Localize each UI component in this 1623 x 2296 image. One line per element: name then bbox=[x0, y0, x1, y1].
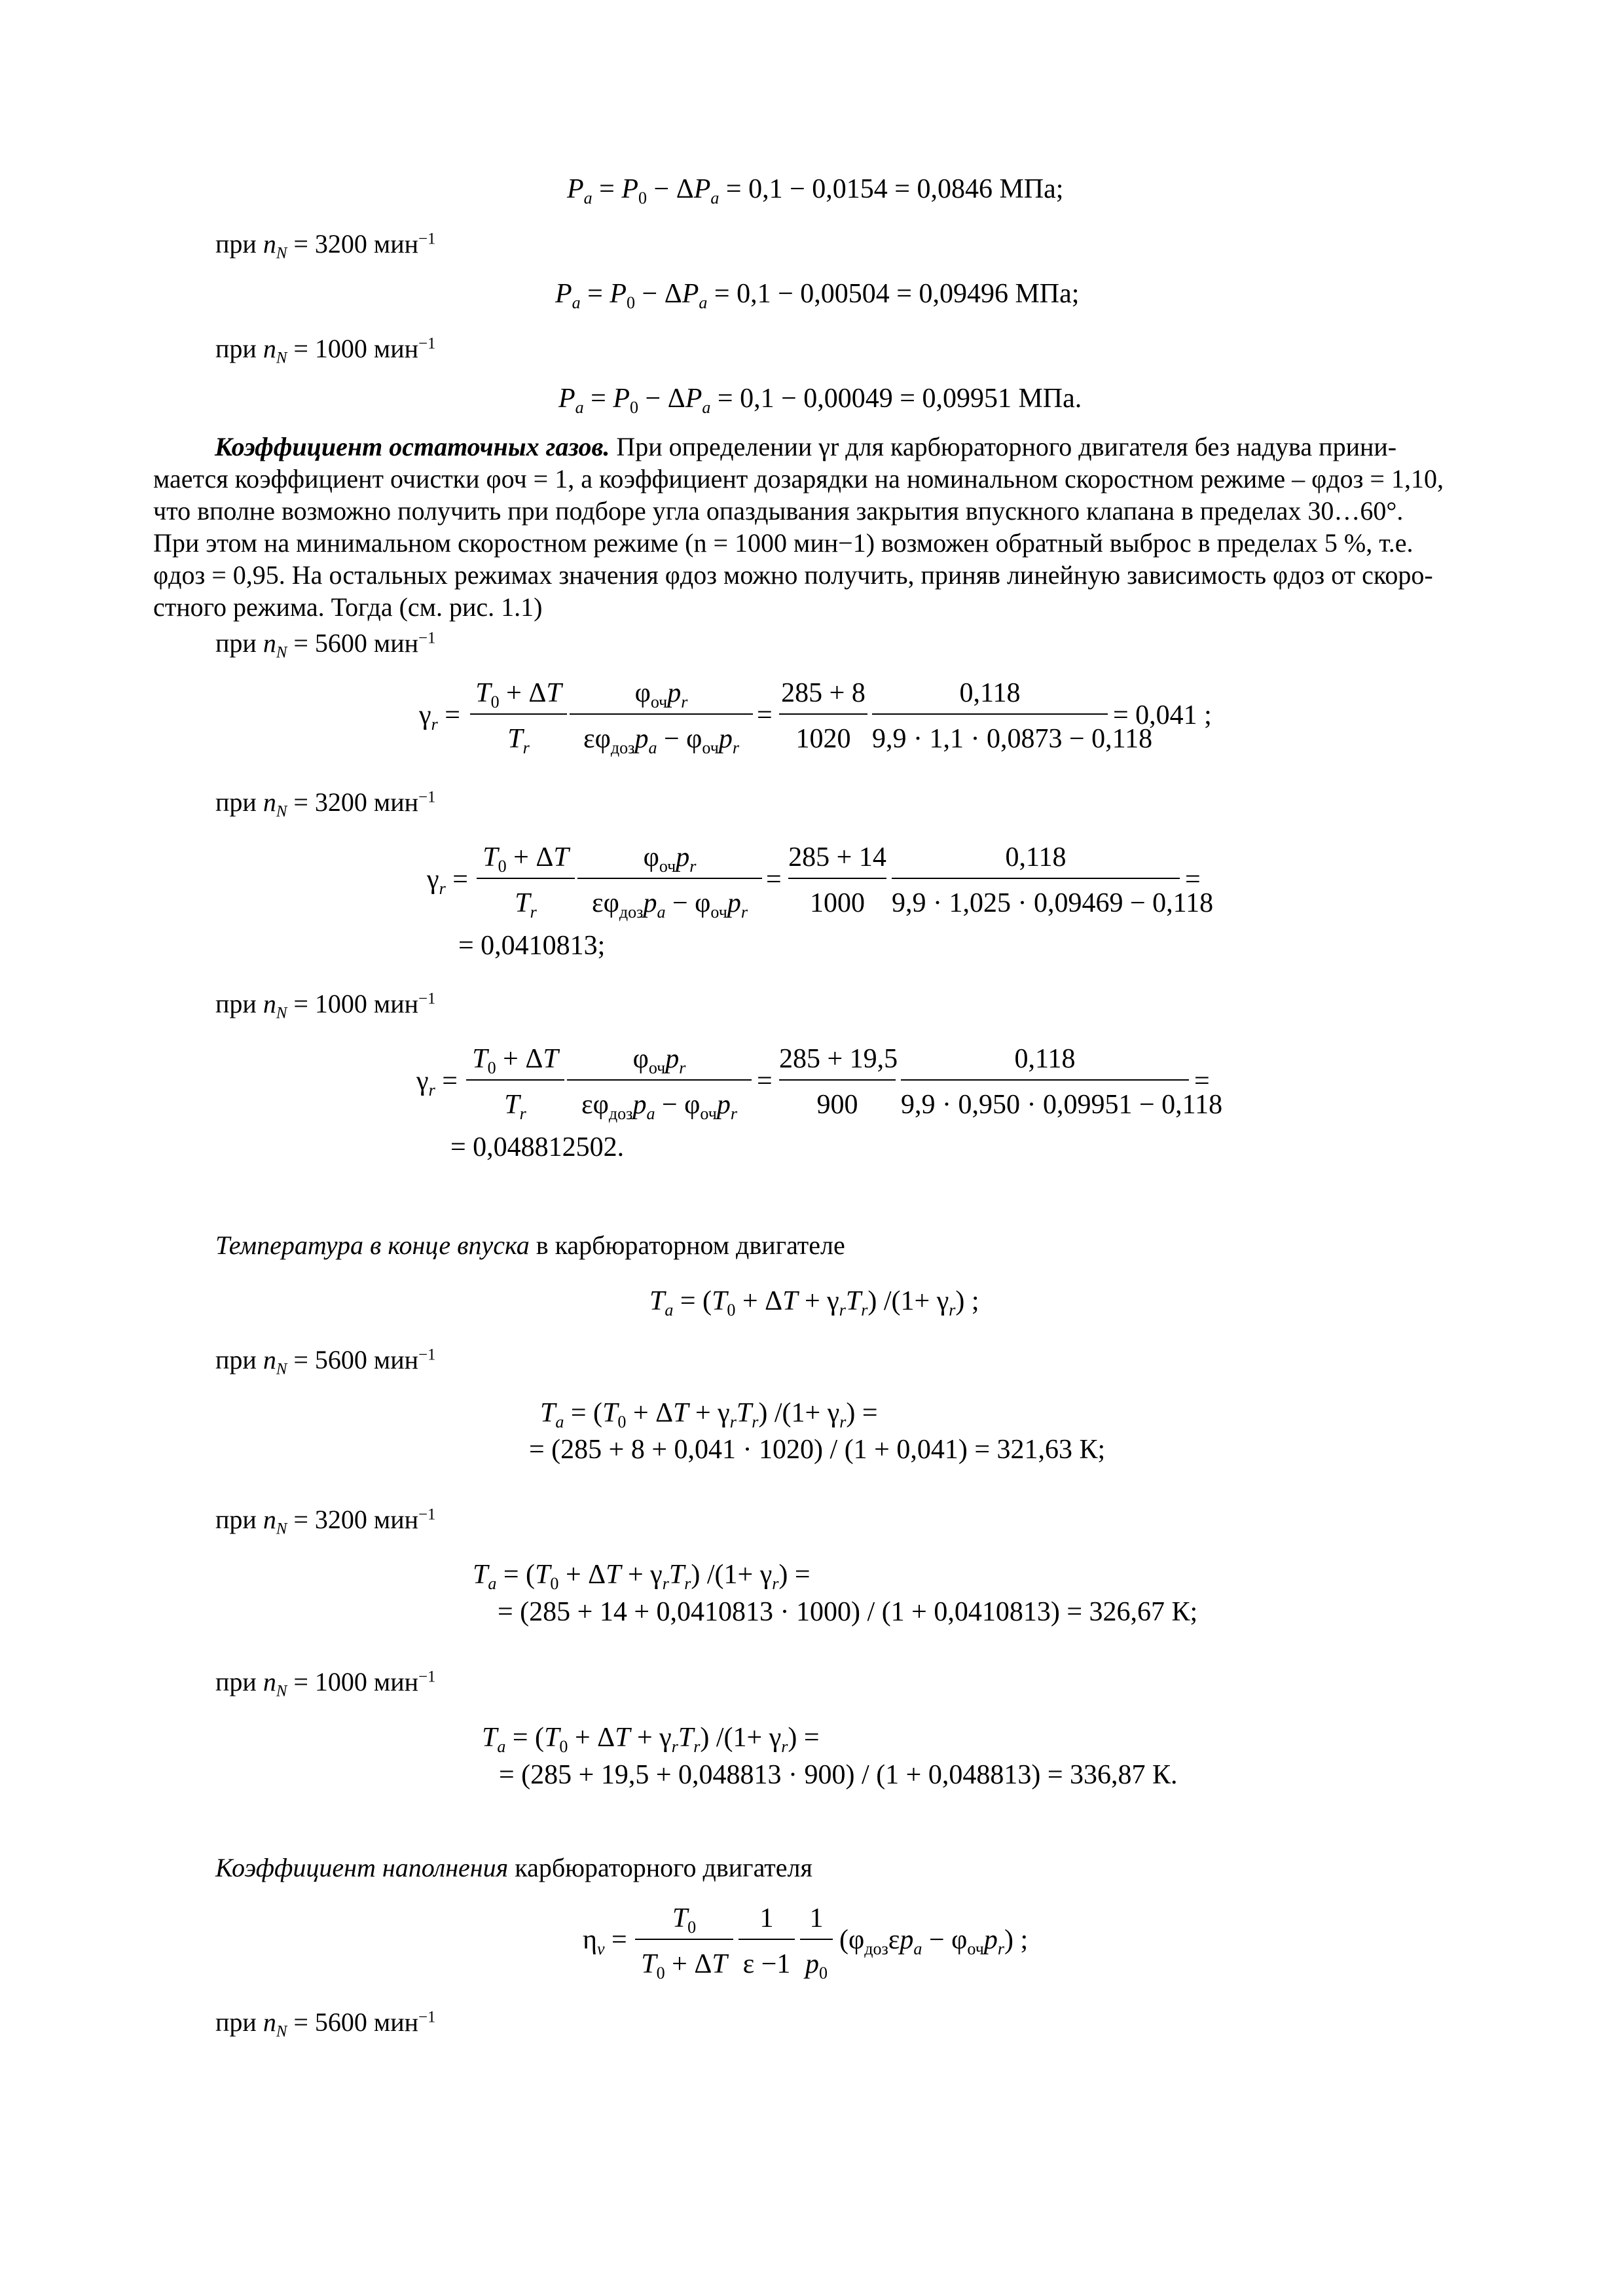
temperature-result-3200: = (285 + 14 + 0,0410813 · 1000) / (1 + 0,0410813) = 326,67 К; bbox=[498, 1597, 1198, 1627]
pressure-eq-5600: $P_a = P_0 - \Delta P_a = 0,1 - 0,0154 = 0,0846$ МПа; bbox=[567, 174, 1064, 208]
condition-n-5600: при $n_N = 5600$ мин$^{-1}$ bbox=[215, 2007, 436, 2041]
filling-heading: Коэффициент наполнения bbox=[215, 1853, 509, 1882]
condition-n-1000: при $n_N = 1000$ мин$^{-1}$ bbox=[215, 989, 436, 1022]
residual-gas-paragraph: Коэффициент остаточных газов. При определении γr для карбюраторного двигателя без надува прини- мается коэффициент очистки φоч = 1, а коэффициент дозарядки на номинальном скоростном режиме – φдоз = 1,10, что вполне возможно получить при подборе угла опаздывания закрытия впускного клапана в пределах 30…60°. При этом на минимальном скоростном режиме (n = 1000 мин−1) возможен обратный выброс в пределах 5 %, т.е. φдоз = 0,95. На остальных режимах значения φдоз можно получить, приняв линейную зависимость φдоз от скоро- стного режима. Тогда (см. рис. 1.1) bbox=[153, 432, 1444, 622]
condition-n-1000: при $n_N = 1000$ мин$^{-1}$ bbox=[215, 1667, 436, 1700]
temperature-eq-1000: $T_a = (T_0 + \Delta T + \gamma_rT_r)$ $/(1+ \gamma_r)$ = bbox=[482, 1723, 820, 1757]
temperature-eq-5600: $T_a = (T_0 + \Delta T + \gamma_rT_r)$ $/(1+ \gamma_r)$ = bbox=[540, 1398, 878, 1432]
pressure-eq-3200: $P_a = P_0 - \Delta P_a = 0,1 - 0,00504 = 0,09496$ МПа; bbox=[555, 279, 1080, 313]
temperature-result-5600: = (285 + 8 + 0,041 · 1020) / (1 + 0,041) = 321,63 К; bbox=[529, 1435, 1106, 1465]
condition-n-3200: при $n_N = 3200$ мин$^{-1}$ bbox=[215, 787, 436, 821]
condition-n-5600: при $n_N = 5600$ мин$^{-1}$ bbox=[215, 628, 436, 662]
condition-n-1000: при $n_N = 1000$ мин$^{-1}$ bbox=[215, 334, 436, 367]
condition-n-3200: при $n_N = 3200$ мин$^{-1}$ bbox=[215, 229, 436, 262]
temperature-formula: $T_a = (T_0 + \Delta T + \gamma_rT_r)$ $/(1+ \gamma_r)$ ; bbox=[649, 1286, 979, 1320]
temperature-heading-line: Температура в конце впуска в карбюраторном двигателе bbox=[215, 1230, 845, 1260]
residual-gas-heading: Коэффициент остаточных газов. bbox=[215, 432, 610, 461]
temperature-result-1000: = (285 + 19,5 + 0,048813 · 900) / (1 + 0,048813) = 336,87 К. bbox=[499, 1760, 1178, 1790]
temperature-eq-3200: $T_a = (T_0 + \Delta T + \gamma_rT_r)$ $/(1+ \gamma_r)$ = bbox=[473, 1560, 811, 1594]
filling-heading-line: Коэффициент наполнения карбюраторного двигателя bbox=[215, 1853, 812, 1882]
pressure-eq-1000: $P_a = P_0 - \Delta P_a = 0,1 - 0,00049 = 0,09951$ МПа. bbox=[558, 384, 1082, 418]
condition-n-3200: при $n_N = 3200$ мин$^{-1}$ bbox=[215, 1505, 436, 1538]
temperature-heading: Температура в конце впуска bbox=[215, 1230, 530, 1260]
condition-n-5600: при $n_N = 5600$ мин$^{-1}$ bbox=[215, 1345, 436, 1378]
document-page: $P_a = P_0 - \Delta P_a = 0,1 - 0,0154 = 0,0846$ МПа; при $n_N = 3200$ мин$^{-1}$ $P_a = P_0 - \Delta P_a = 0,1 - 0,00504 = 0,09496$ МПа; при $n_N = 1000$ мин$^{-1}$ $P_a = P_0 - \Delta P_a = 0,1 - 0,00049 = 0,09951$ МПа. Коэффициент остаточных газов. При определении γr для карбюраторного двигателя без надува прини- мается коэффициент очистки φоч = 1, а коэффициент дозарядки на номинальном скоростном режиме – φдоз = 1,10, что вполне возможно получить при подборе угла опаздывания закрытия впускного клапана в пределах 30…60°. При этом на минимальном скоростном режиме (n = 1000 мин−1) возможен обратный выброс в пределах 5 %, т.е. φдоз = 0,95. На остальных режимах значения φдоз можно получить, приняв линейную зависимость φдоз от скоро- стного режима. Тогда (см. рис. 1.1) при $n_N = 5600$ мин$^{-1}$ $\gamma_r$ = $T_0 + \Delta T$ $T_r$ $\varphi_{оч}p_r$ $\varepsilon\varphi_{доз}p_a - \varphi_{оч}p_r$ = 285 + 8 1020 0,118 9,9 · 1,1 · 0,0873 − 0,118 = 0,041 ; при $n_N = 3200$ мин$^{-1}$ $\gamma_r$ = $T_0 + \Delta T$ $T_r$ $\varphi_{оч}p_r$ $\varepsilon\varphi_{доз}p_a - \varphi_{оч}p_r$ = 285 + 14 1000 0,118 9,9 · 1,025 · 0,09469 − 0,118 = = 0,0410813; при $n_N = 1000$ мин$^{-1}$ $\gamma_r$ = $T_0 + \Delta T$ $T_r$ $\varphi_{оч}p_r$ $\varepsilon\varphi_{доз}p_a - \varphi_{оч}p_r$ = 285 + 19,5 900 0,118 9,9 · 0,950 · 0,09951 − 0,118 = = 0,048812502. Температура в конце впуска в карбюраторном двигателе $T_a = (T_0 + \Delta T + \gamma_rT_r)$ $/(1+ \gamma_r)$ ; при $n_N = 5600$ мин$^{-1}$ $T_a = (T_0 + \Delta T + \gamma_rT_r)$ $/(1+ \gamma_r)$ = = (285 + 8 + 0,041 · 1020) / (1 + 0,041) = 321,63 К; при $n_N = 3200$ мин$^{-1}$ $T_a = (T_0 + \Delta T + \gamma_rT_r)$ $/(1+ \gamma_r)$ = = (285 + 14 + 0,0410813 · 1000) / (1 + 0,0410813) = 326,67 К; при $n_N = 1000$ мин$^{-1}$ $T_a = (T_0 + \Delta T + \gamma_rT_r)$ $/(1+ \gamma_r)$ = = (285 + 19,5 + 0,048813 · 900) / (1 + 0,048813) = 336,87 К. Коэффициент наполнения карбюраторного двигателя $\eta_v$ = $T_0$ $T_0 + \Delta T$ 1 ε −1 1 $p_0$ $(\varphi_{доз}\varepsilon p_a - \varphi_{оч}p_r)$ ; при $n_N = 5600$ мин$^{-1}$ bbox=[0, 0, 1623, 2296]
